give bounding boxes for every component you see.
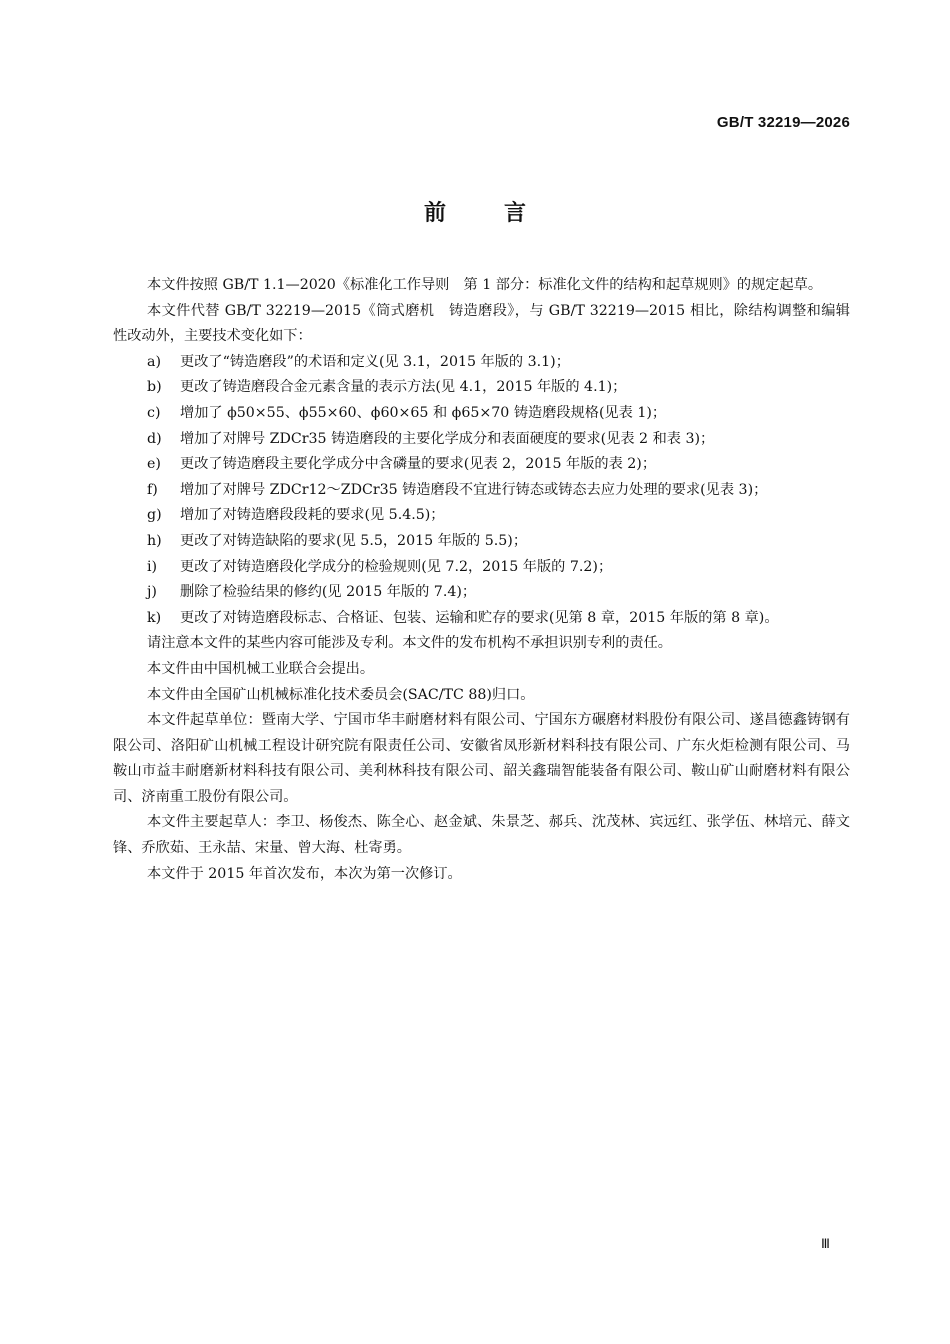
revision-history-paragraph: 本文件于 2015 年首次发布，本次为第一次修订。: [147, 865, 462, 882]
list-item: [113, 427, 850, 453]
proposer-paragraph: 本文件由中国机械工业联合会提出。: [147, 660, 375, 677]
list-marker: f): [147, 481, 158, 498]
list-item-text: 增加了对铸造磨段段耗的要求(见 5.4.5)；: [180, 507, 445, 524]
list-item: [113, 580, 850, 606]
standard-code: GB/T 32219—2026: [716, 114, 850, 131]
list-item-text: 增加了 ϕ50×55、ϕ55×60、ϕ60×65 和 ϕ65×70 铸造磨段规格(见表 1)；: [180, 404, 667, 421]
list-item-text: 更改了对铸造磨段化学成分的检验规则(见 7.2，2015 年版的 7.2)；: [180, 558, 613, 575]
list-marker: j): [147, 584, 157, 601]
list-marker: g): [147, 507, 162, 524]
list-item-text: 增加了对牌号 ZDCr35 铸造磨段的主要化学成分和表面硬度的要求(见表 2 和表 3)；: [180, 430, 715, 447]
list-item-text: 更改了对铸造磨段标志、合格证、包装、运输和贮存的要求(见第 8 章，2015 年版的第 8 章)。: [180, 609, 779, 626]
list-marker: b): [147, 379, 162, 396]
list-marker: h): [147, 532, 162, 549]
list-item: [113, 375, 850, 401]
list-marker: e): [147, 456, 161, 473]
page-title: 前言: [423, 201, 584, 226]
list-marker: i): [147, 558, 158, 575]
list-item: [113, 452, 850, 478]
list-item: [113, 503, 850, 529]
committee-paragraph: 本文件由全国矿山机械标准化技术委员会(SAC/TC 88)归口。: [147, 686, 535, 703]
document-body: [113, 273, 850, 887]
list-item-text: 删除了检验结果的修约(见 2015 年版的 7.4)；: [180, 584, 477, 601]
list-item-text: 更改了铸造磨段合金元素含量的表示方法(见 4.1，2015 年版的 4.1)；: [180, 379, 627, 396]
paragraph: 本文件代替 GB/T 32219—2015《筒式磨机 铸造磨段》，与 GB/T 32219—2015 相比，除结构调整和编辑性改动外，主要技术变化如下：: [113, 302, 850, 345]
list-marker: a): [147, 353, 161, 370]
list-item-text: 更改了“铸造磨段”的术语和定义(见 3.1，2015 年版的 3.1)；: [180, 353, 570, 370]
list-item-text: 更改了铸造磨段主要化学成分中含磷量的要求(见表 2，2015 年版的表 2)；: [180, 456, 657, 473]
list-item: [113, 529, 850, 555]
list-marker: k): [147, 609, 162, 626]
drafters-paragraph: 本文件主要起草人：李卫、杨俊杰、陈全心、赵金斌、朱景芝、郝兵、沈茂林、宾远红、张学伍、林培元、薛文锋、乔欣茹、王永喆、宋量、曾大海、杜寄勇。: [113, 814, 850, 857]
list-item: [113, 606, 850, 632]
list-item: [113, 401, 850, 427]
changes-list: [113, 350, 850, 632]
paragraph: 本文件按照 GB/T 1.1—2020《标准化工作导则 第 1 部分：标准化文件的结构和起草规则》的规定起草。: [147, 277, 823, 293]
patent-notice: 请注意本文件的某些内容可能涉及专利。本文件的发布机构不承担识别专利的责任。: [147, 635, 672, 652]
list-item-text: 增加了对牌号 ZDCr12～ZDCr35 铸造磨段不宜进行铸态或铸态去应力处理的要求(见表 3)；: [180, 481, 768, 498]
list-item: [113, 478, 850, 504]
list-item: [113, 350, 850, 376]
list-marker: c): [147, 404, 161, 421]
drafting-units-paragraph: 本文件起草单位：暨南大学、宁国市华丰耐磨材料有限公司、宁国东方碾磨材料股份有限公司、遂昌德鑫铸钢有限公司、洛阳矿山机械工程设计研究院有限责任公司、安徽省凤形新材料科技有限公司、广东火炬检测有限公司、马鞍山市益丰耐磨新材料科技有限公司、美利林科技有限公司、韶关鑫瑞智能装备有限公司、鞍山矿山耐磨材料有限公司、济南重工股份有限公司。: [113, 712, 850, 805]
list-item-text: 更改了对铸造缺陷的要求(见 5.5，2015 年版的 5.5)；: [180, 532, 528, 549]
list-marker: d): [147, 430, 162, 447]
page-number: Ⅲ: [821, 1236, 830, 1251]
list-item: [113, 555, 850, 581]
